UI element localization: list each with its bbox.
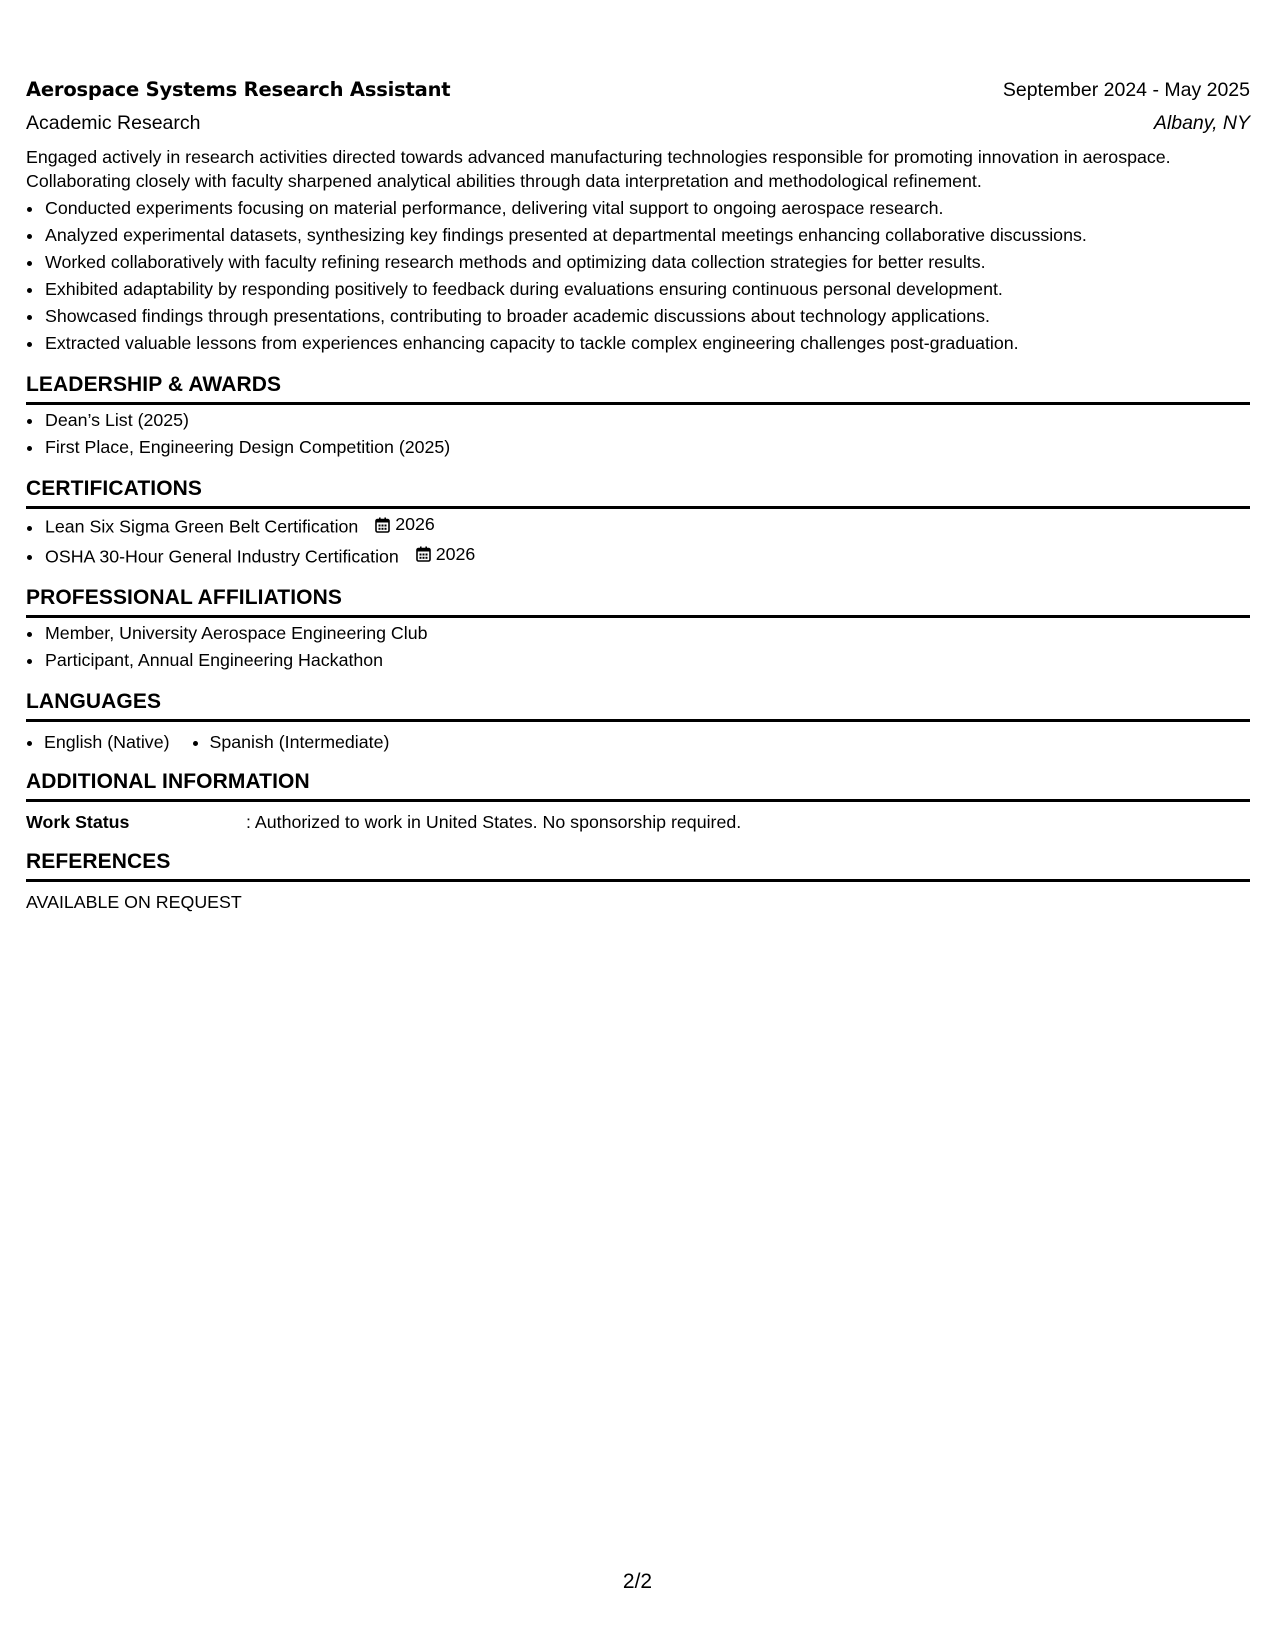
list-item: • Showcased findings through presentations, contributing to broader academic discussions about technology applications.	[44, 303, 1250, 330]
list-item: • Extracted valuable lessons from experiences enhancing capacity to tackle complex engineering challenges post-graduation.	[44, 330, 1250, 357]
languages-heading: LANGUAGES	[26, 690, 1250, 722]
list-item: • Participant, Annual Engineering Hackathon	[44, 647, 1250, 674]
work-status-row	[26, 810, 1250, 834]
experience-header	[26, 78, 1250, 102]
job-summary: Engaged actively in research activities directed towards advanced manufacturing technologies responsible for promoting innovation in aerospace. Collaborating closely with faculty sharpened analytical abilities through data interpretation and methodological refinement.	[26, 147, 1171, 191]
certification-date	[375, 511, 435, 538]
references-heading: REFERENCES	[26, 850, 1250, 882]
page-number: 2/2	[622, 1570, 653, 1593]
work-status-value: : Authorized to work in United States. No sponsorship required.	[246, 812, 742, 832]
additional-info-heading: ADDITIONAL INFORMATION	[26, 770, 1250, 802]
list-item: • Worked collaboratively with faculty refining research methods and optimizing data collection strategies for better results.	[44, 249, 1250, 276]
affiliations-heading: PROFESSIONAL AFFILIATIONS	[26, 586, 1250, 618]
list-item: • Analyzed experimental datasets, synthesizing key findings presented at departmental meetings enhancing collaborative discussions.	[44, 222, 1250, 249]
job-location: Albany, NY	[1153, 112, 1250, 134]
list-item: • Member, University Aerospace Engineering Club	[44, 620, 1250, 647]
resume-page	[26, 78, 1250, 913]
job-bullets	[26, 195, 1250, 357]
affiliations-list	[26, 620, 1250, 674]
list-item: • Conducted experiments focusing on material performance, delivering vital support to ongoing aerospace research.	[44, 195, 1250, 222]
job-title: Aerospace Systems Research Assistant	[26, 78, 451, 101]
languages-list	[26, 730, 1250, 754]
leadership-heading: LEADERSHIP & AWARDS	[26, 373, 1250, 405]
list-item: • Dean’s List (2025)	[44, 407, 1250, 434]
list-item	[44, 511, 1250, 541]
work-status-label: Work Status	[26, 812, 130, 832]
certification-date	[416, 541, 476, 568]
leadership-list	[26, 407, 1250, 461]
references-text: AVAILABLE ON REQUEST	[26, 892, 242, 912]
job-organization: Academic Research	[26, 112, 201, 134]
certifications-heading: CERTIFICATIONS	[26, 477, 1250, 509]
certification-year: 2026	[395, 514, 435, 534]
list-item: • English (Native)	[44, 730, 170, 754]
certification-name: OSHA 30-Hour General Industry Certification	[45, 546, 399, 566]
list-item: • Spanish (Intermediate)	[210, 730, 390, 754]
certification-name: Lean Six Sigma Green Belt Certification	[45, 516, 359, 537]
calendar-icon	[375, 517, 390, 533]
calendar-icon	[416, 546, 431, 562]
experience-subheader	[26, 112, 1250, 135]
job-dates: September 2024 - May 2025	[1002, 79, 1250, 101]
list-item	[44, 541, 1250, 571]
list-item: • Exhibited adaptability by responding positively to feedback during evaluations ensuring continuous personal development.	[44, 276, 1250, 303]
certifications-list	[26, 511, 1250, 570]
certification-year: 2026	[435, 543, 476, 564]
list-item: • First Place, Engineering Design Competition (2025)	[44, 434, 1250, 461]
